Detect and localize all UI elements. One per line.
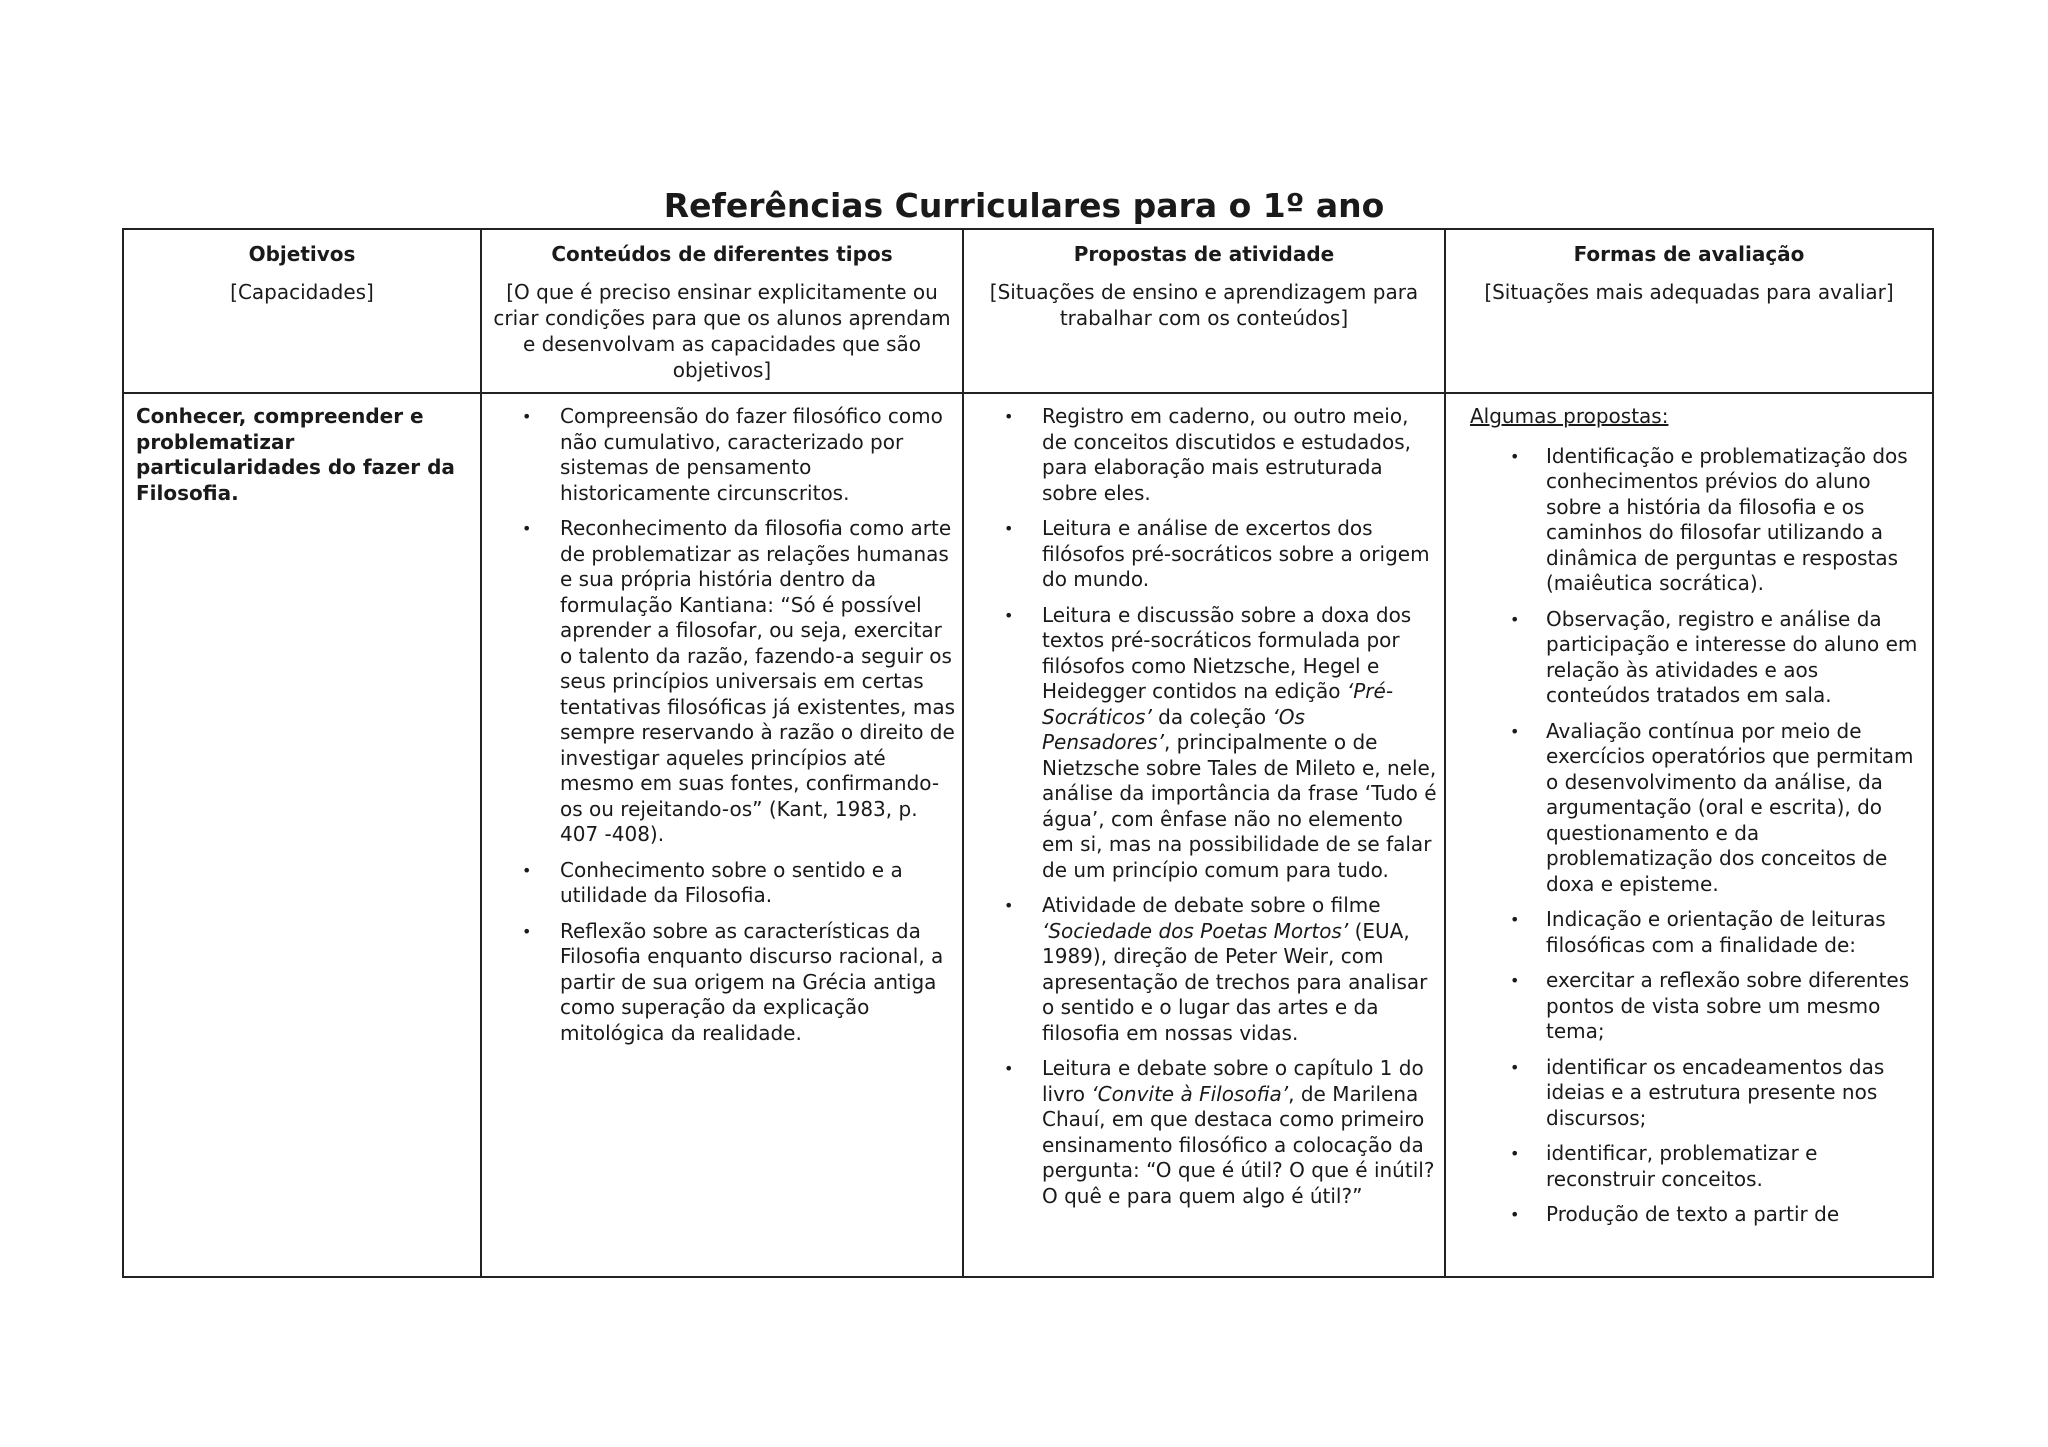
bullet-icon: •: [1510, 609, 1520, 629]
bullet-icon: •: [1510, 1057, 1520, 1077]
list-item-text: Produção de texto a partir de: [1546, 1202, 1840, 1226]
list-item-text: Reconhecimento da filosofia como arte de problematizar as relações humanas e sua própria história dentro da formulação Kantiana: “Só é possível aprender a filosofar, ou seja, exercitar o talento da razão, fazendo-a seguir os seus princípios universais em certas tentativas filosóficas já existentes, mas sempre reservando à razão o direito de investigar aqueles princípios até mesmo em suas fontes, confirmando-os ou rejeitando-os” (Kant, 1983, p. 407 -408).: [560, 516, 956, 846]
list-item-text: exercitar a reflexão sobre diferentes pontos de vista sobre um mesmo tema;: [1546, 968, 1910, 1043]
list-item: [976, 516, 1438, 593]
header-objectives: [123, 229, 481, 393]
list-item: [494, 404, 956, 506]
content-row: [123, 393, 1933, 1277]
activities-list: [976, 404, 1438, 1209]
list-item: [1470, 607, 1926, 709]
list-item: [494, 858, 956, 909]
bullet-icon: •: [1510, 1144, 1520, 1163]
list-item-text: Conhecimento sobre o sentido e a utilidade da Filosofia.: [560, 857, 903, 907]
bullet-icon: •: [1510, 1205, 1520, 1224]
curriculum-table: [122, 228, 1934, 1278]
collection-title: ‘Os Pensadores’: [1042, 704, 1305, 754]
bullet-icon: •: [1004, 896, 1014, 915]
evaluation-intro: Algumas propostas:: [1470, 404, 1669, 428]
header-subtitle: [Situações mais adequadas para avaliar]: [1484, 280, 1894, 304]
list-item-text: Leitura e debate sobre o capítulo 1 do livro: [1042, 1056, 1424, 1106]
header-subtitle: [Capacidades]: [230, 280, 374, 304]
book-title: ‘Convite à Filosofia’: [1091, 1081, 1289, 1106]
list-item-text: Indicação e orientação de leituras filosóficas com a finalidade de:: [1546, 907, 1886, 957]
list-item: [976, 1056, 1438, 1209]
book-title: ‘Pré-Socráticos’: [1042, 679, 1394, 729]
bullet-icon: •: [522, 860, 532, 880]
header-title: Objetivos: [248, 242, 356, 266]
activities-cell: [963, 393, 1445, 1277]
list-item-text: da coleção: [1151, 704, 1273, 729]
list-item: [976, 603, 1438, 884]
header-contents: [481, 229, 963, 393]
bullet-icon: •: [1510, 971, 1520, 990]
list-item: [1470, 1055, 1926, 1132]
list-item-text: , de Marilena Chauí, em que destaca como primeiro ensinamento filosófico a colocação da pergunta: “O que é útil? O que é inútil? O quê e para quem algo é útil?”: [1042, 1081, 1435, 1208]
list-item-text: Observação, registro e análise da participação e interesse do aluno em relação às atividades e aos conteúdos tratados em sala.: [1546, 606, 1918, 707]
list-item-text: Atividade de debate sobre o filme: [1042, 893, 1381, 917]
list-item-text: Leitura e discussão sobre a doxa dos textos pré-socráticos formulada por filósofos como Nietzsche, Hegel e Heidegger contidos na edição: [1042, 602, 1412, 703]
list-item: [1470, 968, 1926, 1045]
header-title: Formas de avaliação: [1573, 242, 1805, 266]
list-item-text: Avaliação contínua por meio de exercícios operatórios que permitam o desenvolvimento da análise, da argumentação (oral e escrita), do questionamento e da problematização dos conceitos de doxa e episteme.: [1546, 718, 1914, 896]
film-title: ‘Sociedade dos Poetas Mortos’: [1042, 918, 1349, 943]
bullet-icon: •: [1004, 605, 1014, 625]
bullet-icon: •: [522, 407, 532, 426]
list-item: [494, 516, 956, 848]
list-item-text: Leitura e análise de excertos dos filósofos pré-socráticos sobre a origem do mundo.: [1042, 516, 1430, 591]
list-item-text: Reflexão sobre as características da Filosofia enquanto discurso racional, a partir de sua origem na Grécia antiga como superação da explicação mitológica da realidade.: [560, 918, 944, 1045]
header-subtitle: [O que é preciso ensinar explicitamente ou criar condições para que os alunos aprendam e desenvolvam as capacidades que são objetivos]: [493, 280, 951, 382]
bullet-icon: •: [1004, 407, 1014, 426]
list-item: [494, 919, 956, 1047]
list-item-text: Identificação e problematização dos conhecimentos prévios do aluno sobre a história da filosofia e os caminhos do filosofar utilizando a dinâmica de perguntas e respostas (maiêutica socrática).: [1546, 443, 1908, 595]
list-item-text: Compreensão do fazer filosófico como não cumulativo, caracterizado por sistemas de pensamento historicamente circunscritos.: [560, 404, 943, 505]
page-title: Referências Curriculares para o 1º ano: [663, 186, 1385, 225]
list-item-text: identificar os encadeamentos das ideias e a estrutura presente nos discursos;: [1546, 1054, 1885, 1130]
list-item-text: identificar, problematizar e reconstruir conceitos.: [1546, 1141, 1818, 1191]
list-item-text: , principalmente o de Nietzsche sobre Tales de Mileto e, nele, análise da importância da frase ‘Tudo é água’, com ênfase não no elemento em si, mas na possibilidade de se falar de um princípio comum para tudo.: [1042, 730, 1437, 882]
bullet-icon: •: [522, 921, 532, 941]
bullet-icon: •: [1004, 519, 1014, 538]
objective-cell: [123, 393, 481, 1277]
list-item: [976, 893, 1438, 1046]
list-item: [1470, 1141, 1926, 1192]
contents-cell: [481, 393, 963, 1277]
bullet-icon: •: [1510, 910, 1520, 929]
objective-text: Conhecer, compreender e problematizar particularidades do fazer da Filosofia.: [136, 404, 455, 505]
header-title: Conteúdos de diferentes tipos: [551, 242, 893, 266]
bullet-icon: •: [1510, 446, 1520, 466]
list-item-text: (EUA, 1989), direção de Peter Weir, com apresentação de trechos para analisar o sentido e o lugar das artes e da filosofia em nossas vidas.: [1042, 918, 1428, 1045]
header-evaluation: [1445, 229, 1933, 393]
list-item: [976, 404, 1438, 506]
header-subtitle: [Situações de ensino e aprendizagem para trabalhar com os conteúdos]: [989, 280, 1419, 330]
header-row: [123, 229, 1933, 393]
list-item: [1470, 1202, 1926, 1228]
evaluation-cell: [1445, 393, 1933, 1277]
list-item-text: Registro em caderno, ou outro meio, de conceitos discutidos e estudados, para elaboração mais estruturada sobre eles.: [1042, 404, 1411, 505]
list-item: [1470, 719, 1926, 898]
list-item: [1470, 907, 1926, 958]
bullet-icon: •: [1004, 1059, 1014, 1078]
contents-list: [494, 404, 956, 1046]
header-activities: [963, 229, 1445, 393]
header-title: Propostas de atividade: [1073, 242, 1335, 266]
evaluation-list: [1470, 444, 1926, 1228]
bullet-icon: •: [1510, 721, 1520, 741]
list-item: [1470, 444, 1926, 597]
bullet-icon: •: [522, 519, 532, 538]
